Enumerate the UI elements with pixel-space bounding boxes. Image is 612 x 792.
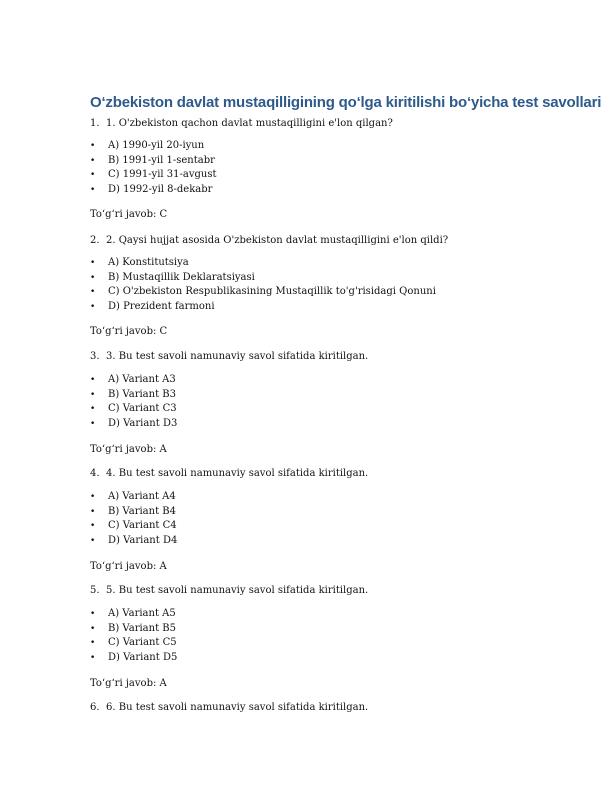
bullet-icon: •: [90, 638, 96, 649]
option-c: • C) Variant C5: [90, 636, 560, 651]
question-text: 6. Bu test savoli namunaviy savol sifatida kiritilgan.: [106, 702, 369, 713]
bullet-icon: •: [90, 272, 96, 283]
question-5: [90, 584, 560, 597]
question-2: [90, 234, 560, 247]
options-list-5: [90, 607, 560, 666]
bullet-icon: •: [90, 141, 96, 151]
question-4: [90, 467, 560, 480]
question-number: 1.: [90, 118, 100, 129]
bullet-icon: •: [90, 170, 96, 181]
bullet-icon: •: [90, 609, 96, 619]
option-a: • A) Variant A4: [90, 490, 560, 505]
option-c: • C) 1991-yil 31-avgust: [90, 168, 560, 183]
question-text: 2. Qaysi hujjat asosida O'zbekiston davlat mustaqilligini e'lon qildi?: [106, 235, 449, 246]
options-list-2: [90, 256, 560, 315]
correct-answer-3: To‘g‘ri javob: A: [90, 444, 167, 455]
options-list-3: [90, 373, 560, 432]
option-d: • D) Variant D5: [90, 651, 560, 666]
question-text: 4. Bu test savoli namunaviy savol sifatida kiritilgan.: [106, 468, 369, 479]
option-b: • B) Variant B5: [90, 622, 560, 637]
question-text: 1. O'zbekiston qachon davlat mustaqilligini e'lon qilgan?: [106, 118, 393, 129]
option-d: • D) 1992-yil 8-dekabr: [90, 183, 560, 198]
option-d: • D) Variant D4: [90, 534, 560, 549]
option-c: • C) O'zbekiston Respublikasining Mustaqillik to'g'risidagi Qonuni: [90, 285, 560, 300]
option-b: • B) 1991-yil 1-sentabr: [90, 154, 560, 169]
option-a: • A) Variant A3: [90, 373, 560, 388]
bullet-icon: •: [90, 623, 96, 634]
bullet-icon: •: [90, 258, 96, 268]
bullet-icon: •: [90, 302, 96, 313]
option-c: • C) Variant C4: [90, 519, 560, 534]
bullet-icon: •: [90, 492, 96, 502]
bullet-icon: •: [90, 185, 96, 196]
option-c: • C) Variant C3: [90, 402, 560, 417]
bullet-icon: •: [90, 653, 96, 664]
options-list-4: [90, 490, 560, 549]
correct-answer-2: To‘g‘ri javob: C: [90, 326, 168, 337]
options-list-1: [90, 139, 560, 198]
bullet-icon: •: [90, 404, 96, 415]
option-a: • A) Variant A5: [90, 607, 560, 622]
question-1: [90, 117, 560, 130]
document-title: O‘zbekiston davlat mustaqilligining qo‘lga kiritilishi bo‘yicha test savollari: [90, 94, 602, 111]
correct-answer-5: To‘g‘ri javob: A: [90, 678, 167, 689]
bullet-icon: •: [90, 287, 96, 298]
question-text: 3. Bu test savoli namunaviy savol sifatida kiritilgan.: [106, 351, 369, 362]
bullet-icon: •: [90, 536, 96, 547]
option-b: • B) Mustaqillik Deklaratsiyasi: [90, 271, 560, 286]
question-number: 4.: [90, 468, 100, 479]
correct-answer-1: To‘g‘ri javob: C: [90, 209, 168, 220]
option-b: • B) Variant B4: [90, 505, 560, 520]
question-number: 5.: [90, 585, 100, 596]
bullet-icon: •: [90, 521, 96, 532]
option-a: • A) 1990-yil 20-iyun: [90, 139, 560, 154]
question-number: 2.: [90, 235, 100, 246]
option-d: • D) Prezident farmoni: [90, 300, 560, 315]
option-d: • D) Variant D3: [90, 417, 560, 432]
question-3: [90, 350, 560, 363]
bullet-icon: •: [90, 506, 96, 517]
question-number: 3.: [90, 351, 100, 362]
bullet-icon: •: [90, 155, 96, 166]
bullet-icon: •: [90, 389, 96, 400]
bullet-icon: •: [90, 375, 96, 385]
bullet-icon: •: [90, 419, 96, 430]
option-b: • B) Variant B3: [90, 388, 560, 403]
question-text: 5. Bu test savoli namunaviy savol sifatida kiritilgan.: [106, 585, 369, 596]
question-6: [90, 701, 560, 714]
correct-answer-4: To‘g‘ri javob: A: [90, 561, 167, 572]
option-a: • A) Konstitutsiya: [90, 256, 560, 271]
question-number: 6.: [90, 702, 100, 713]
